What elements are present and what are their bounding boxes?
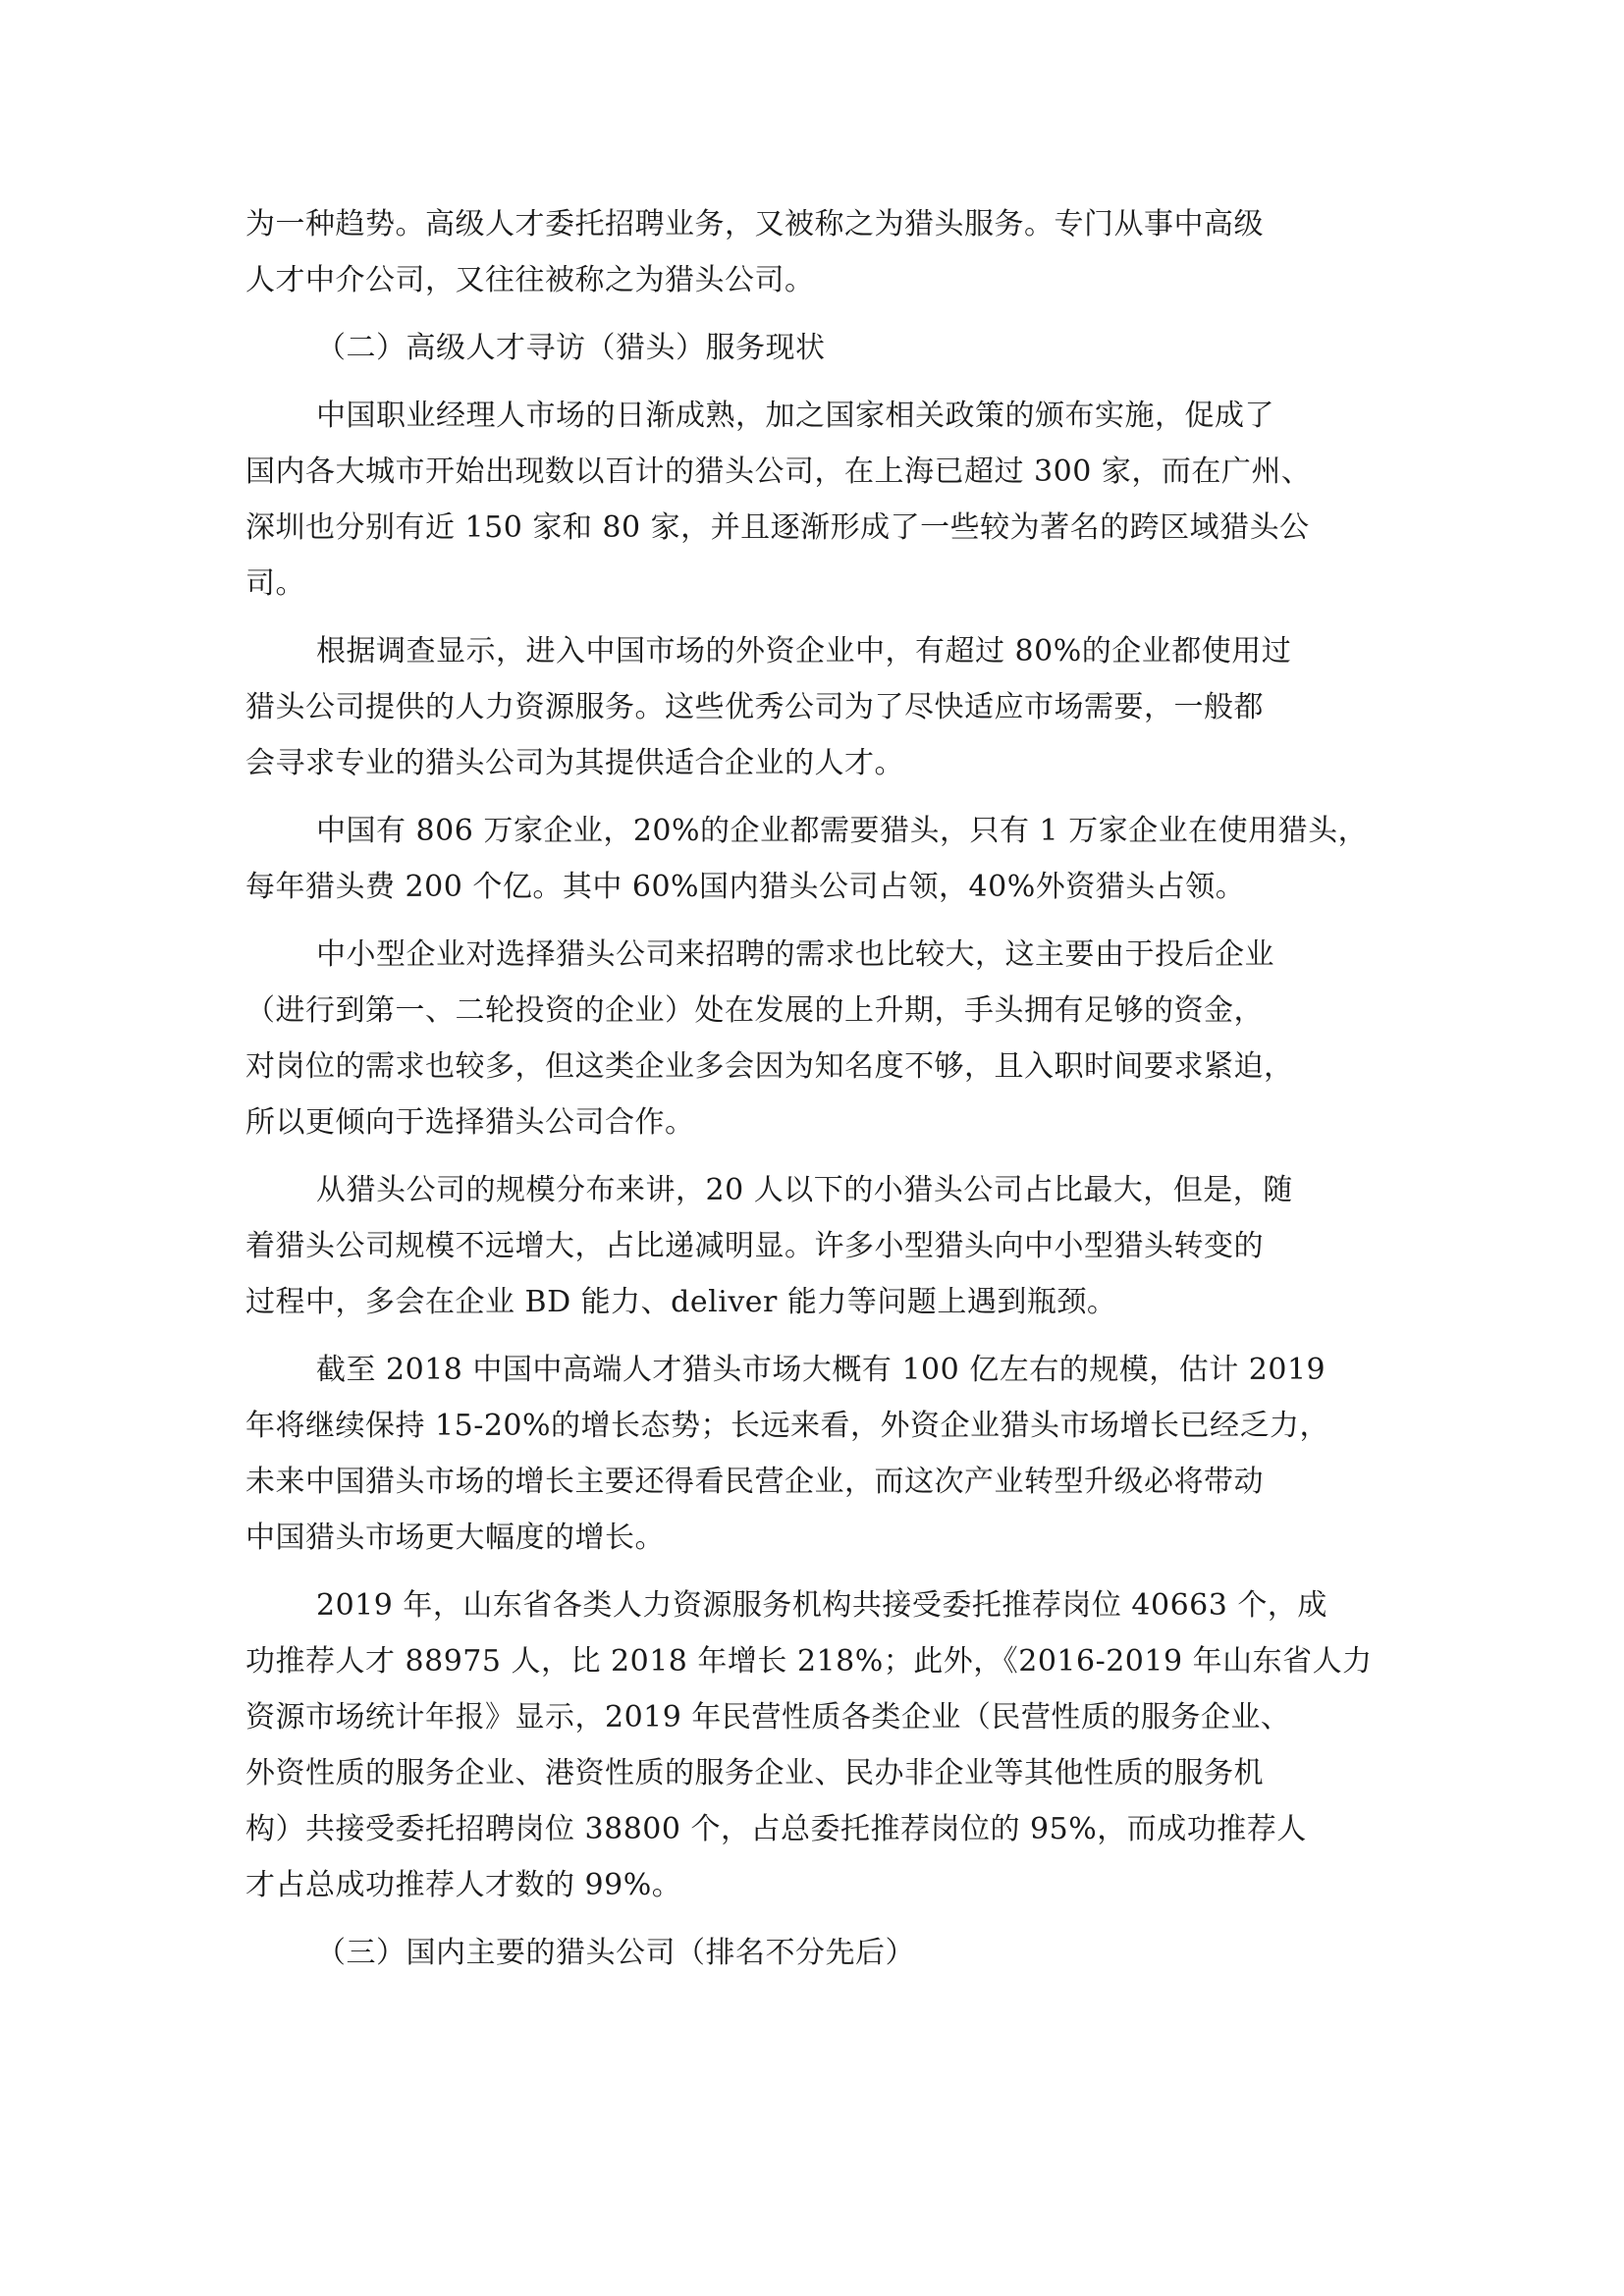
text-line: 功推荐人才 88975 人，比 2018 年增长 218%；此外，《2016-2019 年山东省人力 <box>245 1644 1373 1679</box>
text-line: （进行到第一、二轮投资的企业）处在发展的上升期，手头拥有足够的资金， <box>245 993 1264 1028</box>
text-line: 根据调查显示，进入中国市场的外资企业中，有超过 80%的企业都使用过 <box>316 634 1292 668</box>
paragraph-shandong-stats <box>245 1577 1399 1913</box>
text-line: 资源市场统计年报》显示，2019 年民营性质各类企业（民营性质的服务企业、 <box>245 1700 1291 1735</box>
text-line: 人才中介公司，又往往被称之为猎头公司。 <box>245 263 815 297</box>
text-line: 会寻求专业的猎头公司为其提供适合企业的人才。 <box>245 746 904 780</box>
section-heading-2: （二）高级人才寻访（猎头）服务现状 <box>316 331 826 365</box>
text-line: 猎头公司提供的人力资源服务。这些优秀公司为了尽快适应市场需要，一般都 <box>245 690 1264 724</box>
text-line: 年将继续保持 15-20%的增长态势；长远来看，外资企业猎头市场增长已经乏力， <box>245 1409 1330 1443</box>
text-line: 所以更倾向于选择猎头公司合作。 <box>245 1105 695 1140</box>
text-line: 才占总成功推荐人才数的 99%。 <box>245 1868 682 1902</box>
text-line: 2019 年，山东省各类人力资源服务机构共接受委托推荐岗位 40663 个，成 <box>316 1588 1327 1623</box>
text-line: 中国职业经理人市场的日渐成熟，加之国家相关政策的颁布实施，促成了 <box>316 399 1274 433</box>
text-line: 从猎头公司的规模分布来讲，20 人以下的小猎头公司占比最大，但是，随 <box>316 1173 1293 1207</box>
text-line: 着猎头公司规模不远增大，占比递减明显。许多小型猎头向中小型猎头转变的 <box>245 1229 1264 1263</box>
text-line: 深圳也分别有近 150 家和 80 家，并且逐渐形成了一些较为著名的跨区域猎头公 <box>245 510 1310 545</box>
text-line: 中小型企业对选择猎头公司来招聘的需求也比较大，这主要由于投后企业 <box>316 937 1274 972</box>
paragraph-enterprise-count <box>245 803 1399 915</box>
paragraph-sme-demand <box>245 927 1399 1150</box>
text-line: 外资性质的服务企业、港资性质的服务企业、民办非企业等其他性质的服务机 <box>245 1756 1264 1790</box>
text-line: 中国有 806 万家企业，20%的企业都需要猎头，只有 1 万家企业在使用猎头， <box>316 814 1369 848</box>
document-body <box>245 196 1399 1981</box>
text-line: 国内各大城市开始出现数以百计的猎头公司，在上海已超过 300 家，而在广州、 <box>245 454 1312 489</box>
paragraph-market-maturity <box>245 388 1399 612</box>
text-line: 截至 2018 中国中高端人才猎头市场大概有 100 亿左右的规模，估计 2019 <box>316 1353 1326 1387</box>
text-line: 每年猎头费 200 个亿。其中 60%国内猎头公司占领，40%外资猎头占领。 <box>245 870 1246 904</box>
paragraph-scale-distribution <box>245 1162 1399 1330</box>
paragraph-foreign-enterprises <box>245 623 1399 791</box>
paragraph-market-size <box>245 1342 1399 1566</box>
text-line: 构）共接受委托招聘岗位 38800 个，占总委托推荐岗位的 95%，而成功推荐人 <box>245 1812 1307 1846</box>
text-line: 司。 <box>245 566 305 601</box>
section-heading-3: （三）国内主要的猎头公司（排名不分先后） <box>316 1936 915 1970</box>
text-line: 中国猎头市场更大幅度的增长。 <box>245 1521 665 1555</box>
text-line: 为一种趋势。高级人才委托招聘业务，又被称之为猎头服务。专门从事中高级 <box>245 207 1264 241</box>
text-line: 未来中国猎头市场的增长主要还得看民营企业，而这次产业转型升级必将带动 <box>245 1465 1264 1499</box>
text-line: 过程中，多会在企业 BD 能力、deliver 能力等问题上遇到瓶颈。 <box>245 1285 1117 1319</box>
paragraph-intro <box>245 196 1399 308</box>
text-line: 对岗位的需求也较多，但这类企业多会因为知名度不够，且入职时间要求紧迫， <box>245 1049 1294 1084</box>
